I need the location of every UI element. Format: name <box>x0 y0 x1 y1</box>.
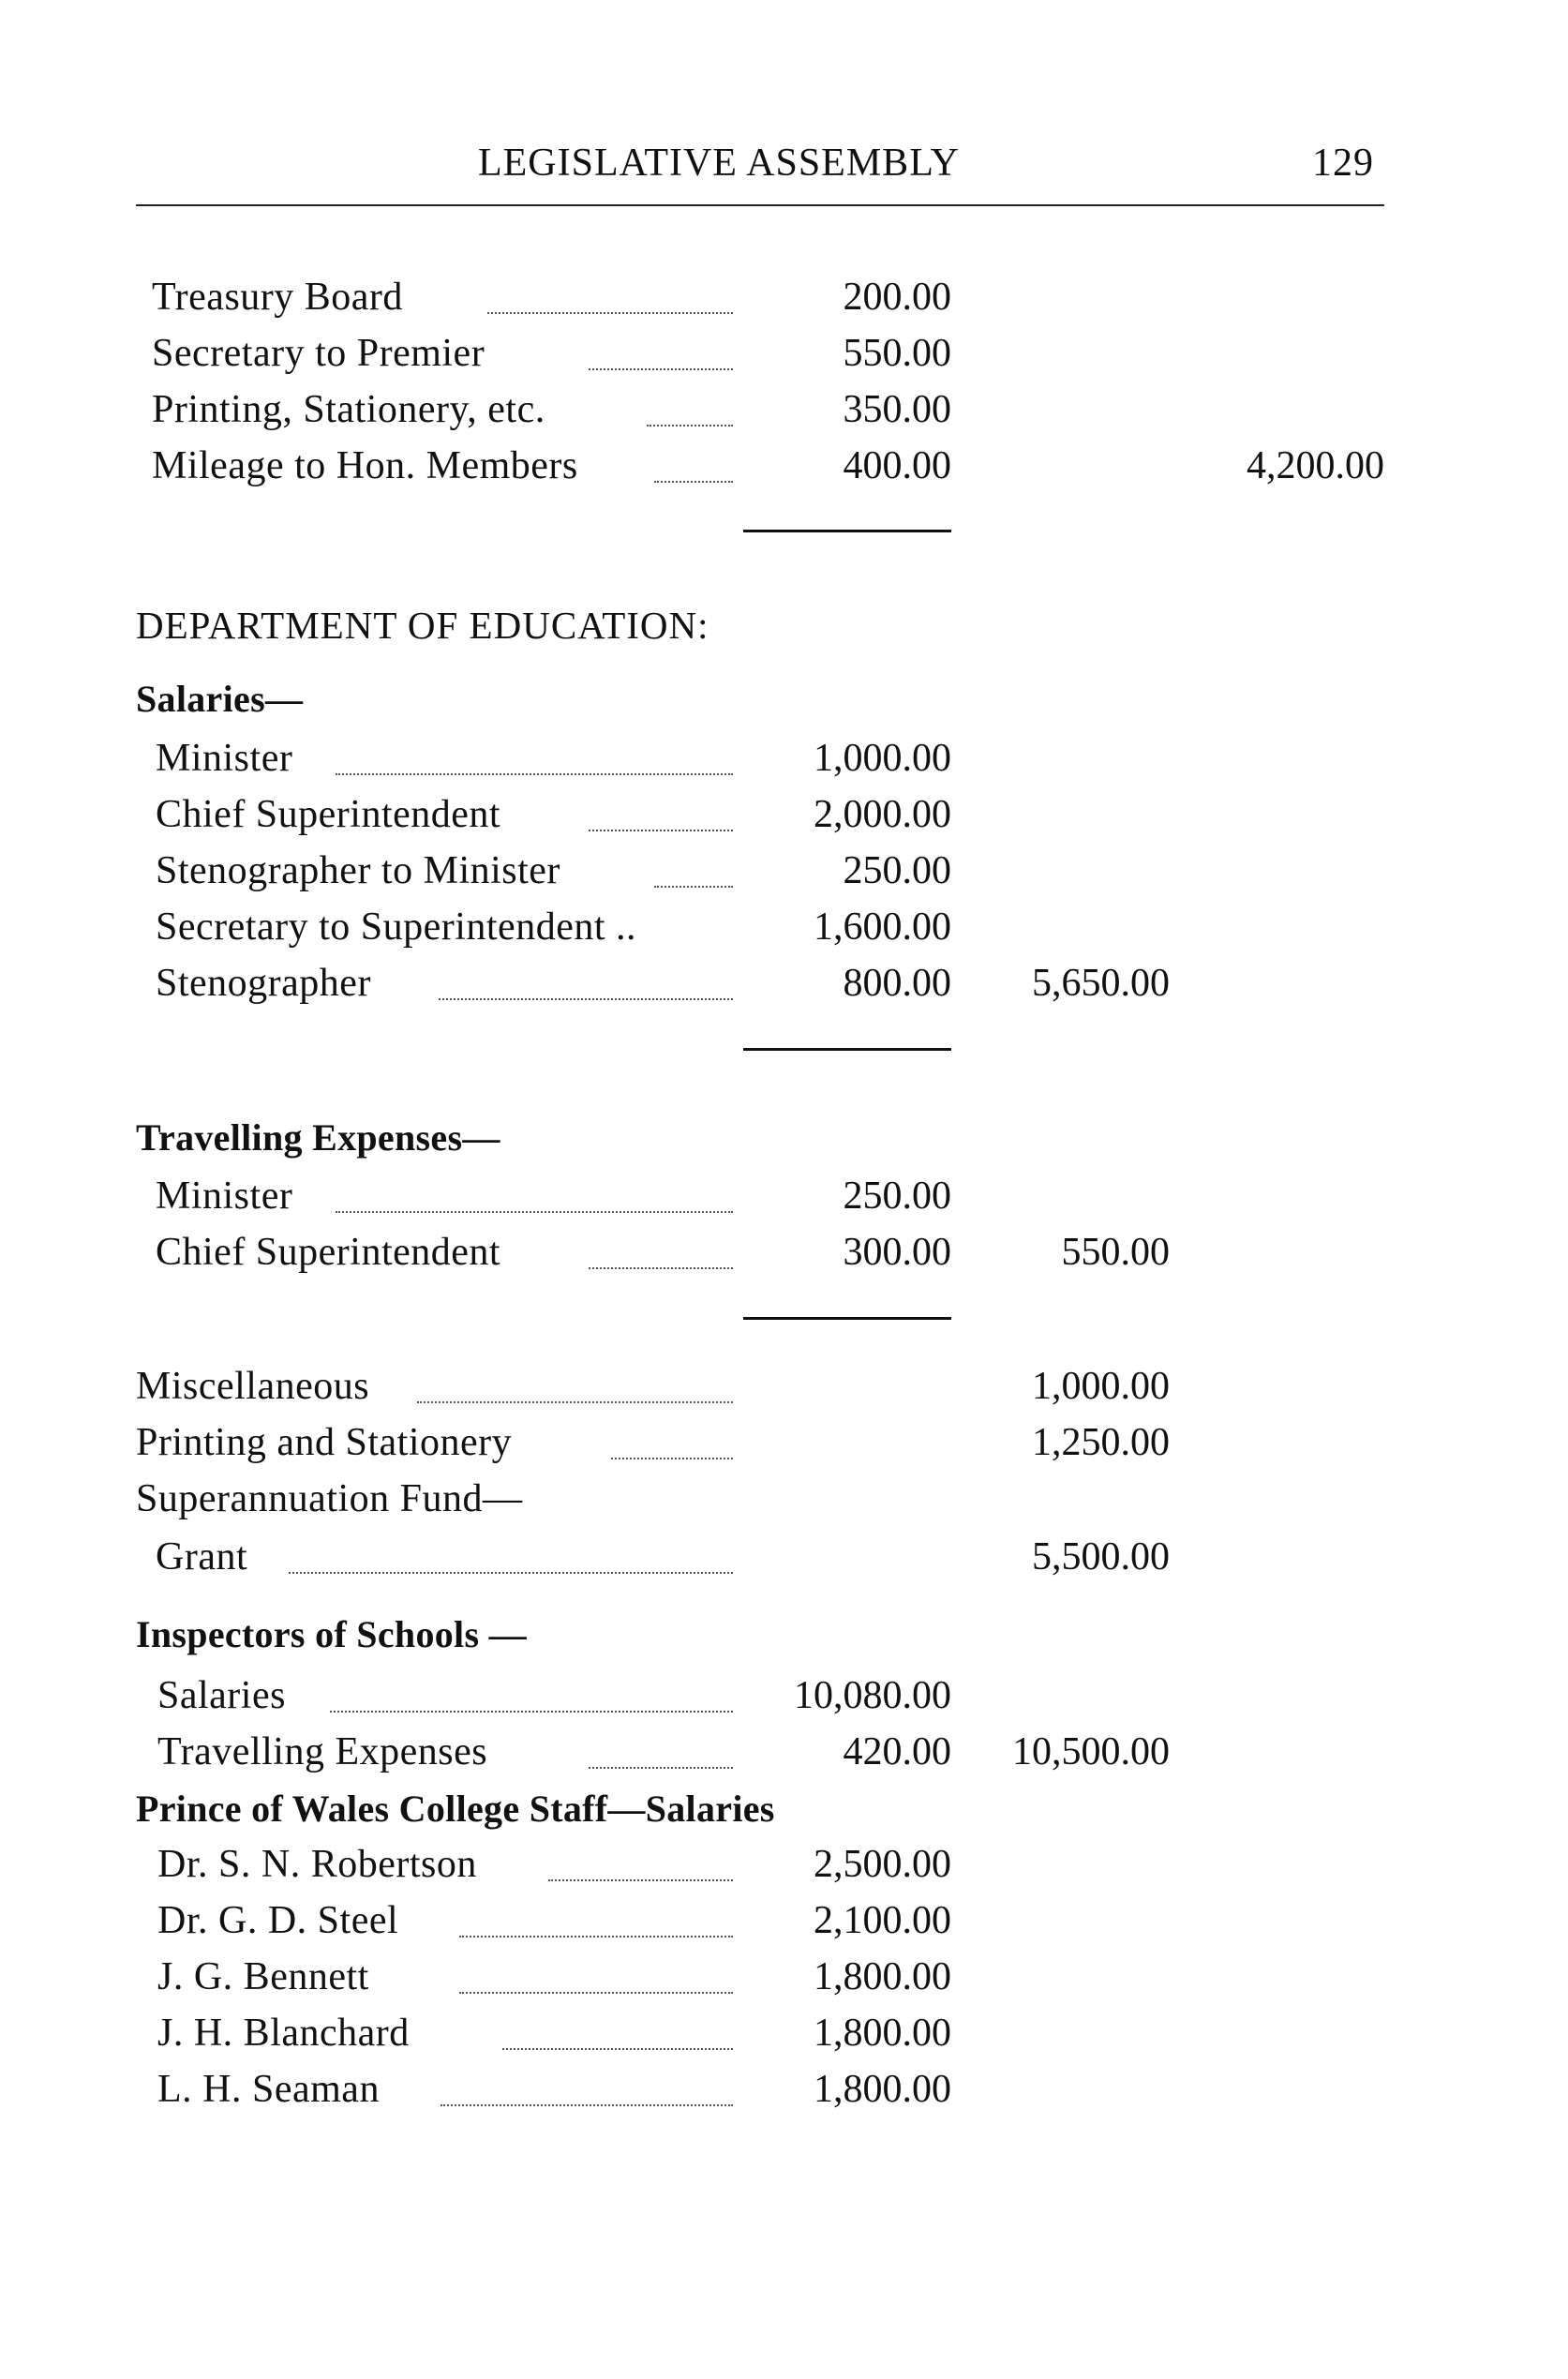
dot-leader <box>654 886 733 888</box>
line-item <box>0 905 1568 961</box>
item-amount: 250.00 <box>843 1175 951 1218</box>
item-label: Treasury Board <box>152 276 403 319</box>
section-total: 10,500.00 <box>1012 1730 1170 1773</box>
dot-leader <box>417 1401 733 1403</box>
dot-leader <box>548 1879 733 1881</box>
item-amount: 300.00 <box>843 1231 951 1274</box>
item-amount: 250.00 <box>843 849 951 892</box>
item-amount: 1,800.00 <box>814 2012 951 2055</box>
line-item <box>0 1673 1568 1729</box>
dot-leader <box>487 312 733 314</box>
line-item <box>0 1954 1568 2011</box>
dot-leader <box>330 1711 733 1713</box>
line-item <box>0 443 1568 500</box>
item-amount: 1,600.00 <box>814 905 951 949</box>
dot-leader <box>502 2048 733 2050</box>
line-item <box>0 1420 1568 1476</box>
item-label: Printing and Stationery <box>136 1421 513 1464</box>
item-label: Dr. S. N. Robertson <box>157 1843 477 1886</box>
line-item <box>0 275 1568 331</box>
item-label: Grant <box>156 1535 248 1579</box>
subsection-heading: Inspectors of Schools — <box>136 1613 527 1655</box>
item-amount: 2,100.00 <box>814 1899 951 1942</box>
dot-leader <box>336 773 733 775</box>
item-label: Salaries <box>157 1674 286 1717</box>
section-total: 1,000.00 <box>1032 1365 1170 1408</box>
dot-leader <box>589 1767 733 1769</box>
subtotal-rule <box>743 1048 951 1051</box>
item-label: Mileage to Hon. Members <box>152 444 578 487</box>
dot-leader <box>439 998 733 1000</box>
item-label: Miscellaneous <box>136 1365 370 1408</box>
dot-leader <box>654 481 733 483</box>
subsection-heading: Salaries— <box>136 678 304 720</box>
item-label: Dr. G. D. Steel <box>157 1899 399 1942</box>
line-item <box>0 1230 1568 1286</box>
line-item <box>0 736 1568 792</box>
section-heading: DEPARTMENT OF EDUCATION: <box>136 604 709 647</box>
line-item <box>0 1898 1568 1954</box>
dot-leader <box>459 1936 733 1938</box>
line-item <box>0 387 1568 443</box>
item-amount: 200.00 <box>843 276 951 319</box>
subsection-heading: Travelling Expenses— <box>136 1116 500 1159</box>
item-label: Superannuation Fund— <box>136 1477 523 1520</box>
item-label: Chief Superintendent <box>156 793 501 836</box>
dot-leader <box>647 425 733 426</box>
dot-leader <box>611 1458 733 1459</box>
dot-leader <box>336 1211 733 1213</box>
item-label: Stenographer to Minister <box>156 849 560 892</box>
section-total: 5,650.00 <box>1032 962 1170 1005</box>
item-amount: 550.00 <box>843 332 951 375</box>
item-label: L. H. Seaman <box>157 2068 380 2111</box>
item-amount: 420.00 <box>843 1730 951 1773</box>
running-header-title: LEGISLATIVE ASSEMBLY <box>478 142 960 185</box>
item-label: Minister <box>156 737 293 780</box>
line-item <box>0 2011 1568 2067</box>
subsection-heading: Prince of Wales College Staff—Salaries <box>136 1788 775 1830</box>
line-item <box>0 1174 1568 1230</box>
subtotal-rule <box>743 1317 951 1320</box>
line-item <box>0 961 1568 1017</box>
item-amount: 1,800.00 <box>814 1955 951 1998</box>
dot-leader <box>589 1267 733 1269</box>
section-total: 550.00 <box>1061 1231 1170 1274</box>
header-rule <box>136 204 1384 206</box>
item-amount: 2,500.00 <box>814 1843 951 1886</box>
item-label: J. H. Blanchard <box>157 2012 410 2055</box>
line-item <box>0 1729 1568 1786</box>
section-total: 4,200.00 <box>1247 444 1384 487</box>
item-amount: 2,000.00 <box>814 793 951 836</box>
line-item <box>0 1534 1568 1591</box>
line-item <box>0 848 1568 905</box>
dot-leader <box>289 1572 733 1574</box>
line-item <box>0 1476 1568 1533</box>
line-item <box>0 1364 1568 1420</box>
item-label: J. G. Bennett <box>157 1955 369 1998</box>
item-label: Chief Superintendent <box>156 1231 501 1274</box>
item-amount: 400.00 <box>843 444 951 487</box>
line-item <box>0 792 1568 848</box>
dot-leader <box>459 1992 733 1994</box>
section-total: 1,250.00 <box>1032 1421 1170 1464</box>
item-amount: 10,080.00 <box>794 1674 951 1717</box>
line-item <box>0 2067 1568 2123</box>
item-label: Secretary to Superintendent .. <box>156 905 637 949</box>
line-item <box>0 1842 1568 1898</box>
page-number: 129 <box>1312 142 1374 185</box>
item-amount: 1,800.00 <box>814 2068 951 2111</box>
line-item <box>0 331 1568 387</box>
item-label: Printing, Stationery, etc. <box>152 388 545 431</box>
dot-leader <box>589 368 733 370</box>
item-label: Stenographer <box>156 962 371 1005</box>
dot-leader <box>441 2104 733 2106</box>
item-label: Travelling Expenses <box>157 1730 488 1773</box>
item-amount: 350.00 <box>843 388 951 431</box>
subtotal-rule <box>743 530 951 532</box>
item-label: Secretary to Premier <box>152 332 485 375</box>
item-amount: 800.00 <box>843 962 951 1005</box>
item-amount: 1,000.00 <box>814 737 951 780</box>
item-label: Minister <box>156 1175 293 1218</box>
dot-leader <box>589 830 733 831</box>
section-total: 5,500.00 <box>1032 1535 1170 1579</box>
